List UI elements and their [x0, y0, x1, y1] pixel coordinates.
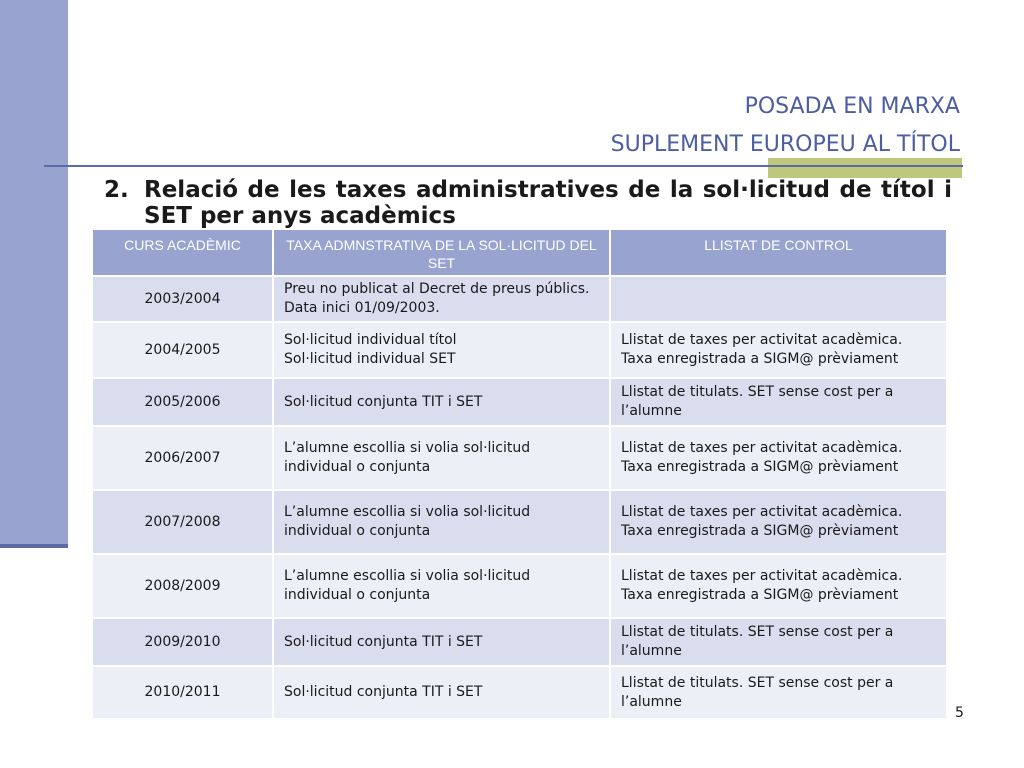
table-row [93, 490, 947, 554]
year-cell: 2009/2010 [93, 618, 273, 666]
fee-cell: Sol·licitud conjunta TIT i SET [273, 618, 610, 666]
column-header-control: LLISTAT DE CONTROL [610, 230, 947, 276]
table-header-row [93, 230, 947, 276]
table-row [93, 426, 947, 490]
column-header-fee: TAXA ADMNSTRATIVA DE LA SOL·LICITUD DEL SET [273, 230, 610, 276]
table-row [93, 554, 947, 618]
fee-cell: Preu no publicat al Decret de preus públics. Data inici 01/09/2003. [273, 276, 610, 322]
control-cell: Llistat de titulats. SET sense cost per a l’alumne [610, 618, 947, 666]
fee-cell: L’alumne escollia si volia sol·licitud individual o conjunta [273, 554, 610, 618]
year-cell: 2005/2006 [93, 378, 273, 426]
control-cell: Llistat de titulats. SET sense cost per a l’alumne [610, 378, 947, 426]
decorative-side-bar-edge [0, 544, 68, 548]
decorative-accent-block [768, 158, 962, 178]
fee-cell: Sol·licitud conjunta TIT i SET [273, 666, 610, 718]
control-cell: Llistat de taxes per activitat acadèmica. Taxa enregistrada a SIGM@ prèviament [610, 426, 947, 490]
fee-cell: Sol·licitud conjunta TIT i SET [273, 378, 610, 426]
section-number: 2. [104, 177, 129, 203]
year-cell: 2006/2007 [93, 426, 273, 490]
table-row [93, 666, 947, 718]
slide-title: POSADA EN MARXA [744, 94, 960, 119]
control-cell: Llistat de taxes per activitat acadèmica. Taxa enregistrada a SIGM@ prèviament [610, 490, 947, 554]
year-cell: 2010/2011 [93, 666, 273, 718]
table-row [93, 276, 947, 322]
year-cell: 2008/2009 [93, 554, 273, 618]
year-cell: 2003/2004 [93, 276, 273, 322]
control-cell: Llistat de taxes per activitat acadèmica. Taxa enregistrada a SIGM@ prèviament [610, 322, 947, 378]
table-row [93, 378, 947, 426]
slide-subtitle: SUPLEMENT EUROPEU AL TÍTOL [610, 132, 960, 157]
control-cell [610, 276, 947, 322]
table-row [93, 618, 947, 666]
page-number: 5 [955, 705, 964, 721]
control-cell: Llistat de taxes per activitat acadèmica. Taxa enregistrada a SIGM@ prèviament [610, 554, 947, 618]
fees-table [93, 230, 948, 718]
section-heading [104, 177, 952, 229]
table-row [93, 322, 947, 378]
fee-cell: Sol·licitud individual títol Sol·licitud individual SET [273, 322, 610, 378]
decorative-side-bar [0, 0, 68, 544]
year-cell: 2004/2005 [93, 322, 273, 378]
fee-cell: L’alumne escollia si volia sol·licitud individual o conjunta [273, 490, 610, 554]
header-divider [44, 165, 963, 167]
column-header-year: CURS ACADÈMIC [93, 230, 273, 276]
control-cell: Llistat de titulats. SET sense cost per a l’alumne [610, 666, 947, 718]
section-heading-text: Relació de les taxes administratives de la sol·licitud de títol i SET per anys acadèmics [144, 177, 952, 229]
fee-cell: L’alumne escollia si volia sol·licitud individual o conjunta [273, 426, 610, 490]
year-cell: 2007/2008 [93, 490, 273, 554]
